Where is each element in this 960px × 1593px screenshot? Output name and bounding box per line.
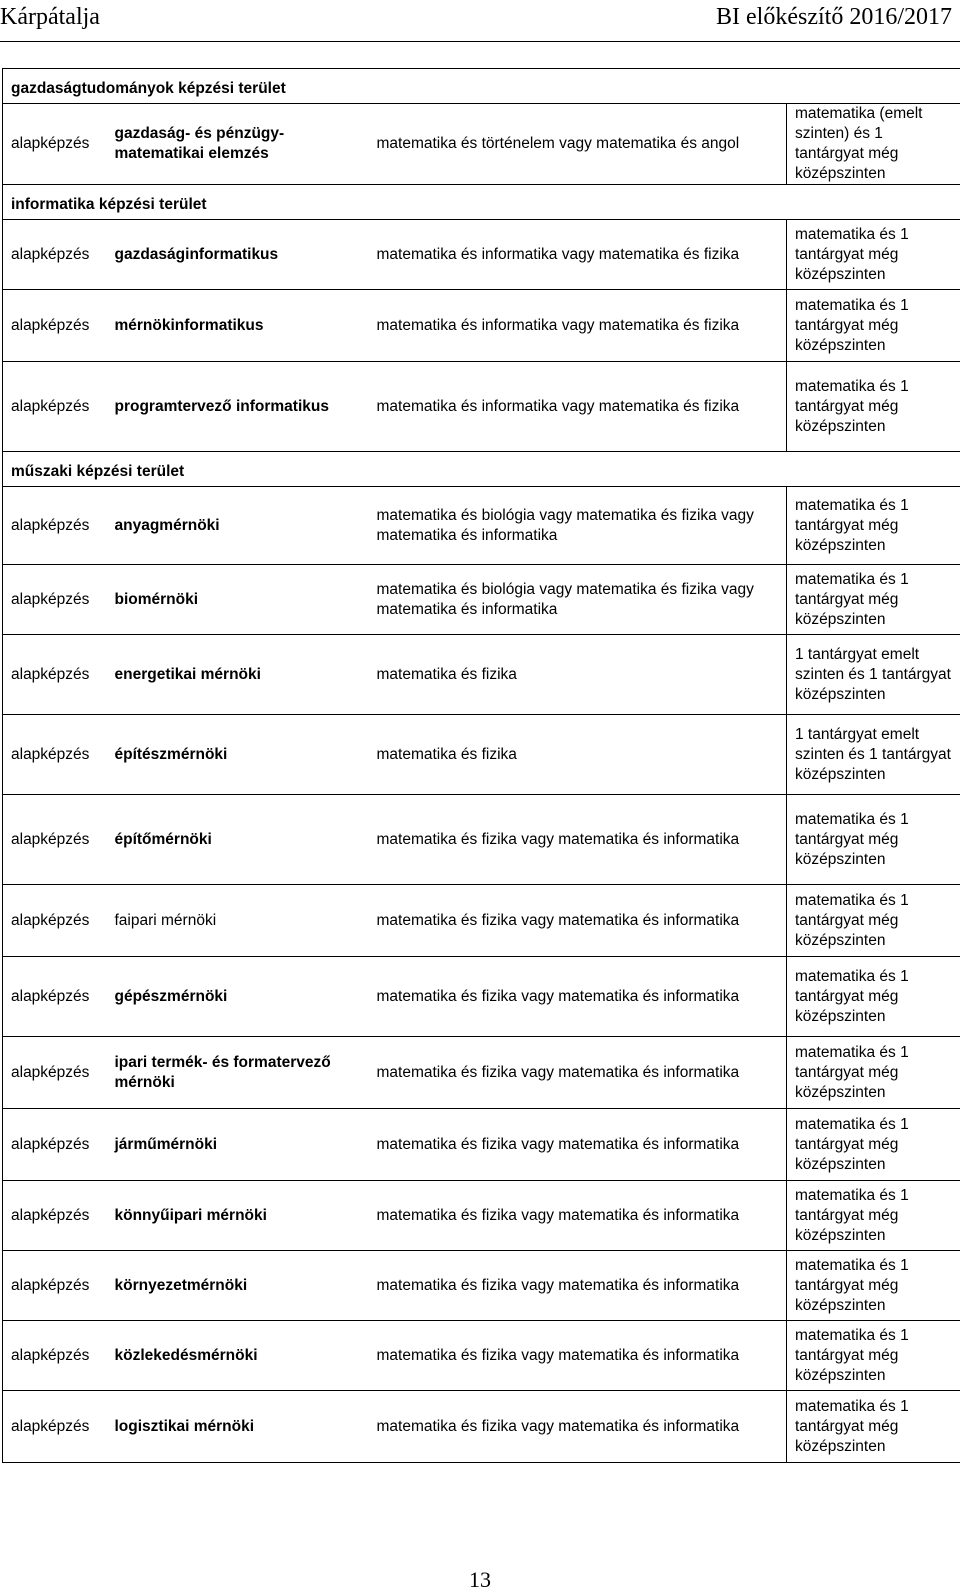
admission-table [2, 68, 960, 1463]
cell-requirement: matematika és 1 tantárgyat még középszinten [787, 1109, 960, 1181]
table-row [3, 220, 960, 290]
cell-program: faipari mérnöki [109, 885, 367, 957]
cell-requirement: matematika és 1 tantárgyat még középszinten [787, 1181, 960, 1251]
cell-level: alapképzés [3, 885, 109, 957]
cell-program: programtervező informatikus [109, 362, 367, 452]
area-heading: műszaki képzési terület [3, 452, 960, 487]
table-row [3, 104, 960, 185]
cell-program: mérnökinformatikus [109, 290, 367, 362]
cell-requirement: matematika és 1 tantárgyat még középszinten [787, 290, 960, 362]
cell-program: anyagmérnöki [109, 487, 367, 565]
cell-requirement: matematika és 1 tantárgyat még középszinten [787, 1037, 960, 1109]
cell-requirement: 1 tantárgyat emelt szinten és 1 tantárgyat középszinten [787, 635, 960, 715]
cell-subjects: matematika és biológia vagy matematika és fizika vagy matematika és informatika [367, 565, 787, 635]
table-row [3, 1391, 960, 1463]
cell-program: ipari termék- és formatervező mérnöki [109, 1037, 367, 1109]
cell-program: logisztikai mérnöki [109, 1391, 367, 1463]
cell-subjects: matematika és történelem vagy matematika és angol [367, 104, 787, 185]
cell-level: alapképzés [3, 635, 109, 715]
cell-level: alapképzés [3, 565, 109, 635]
table-row [3, 957, 960, 1037]
cell-requirement: matematika és 1 tantárgyat még középszinten [787, 957, 960, 1037]
cell-program: építészmérnöki [109, 715, 367, 795]
cell-program: gazdaság- és pénzügy-matematikai elemzés [109, 104, 367, 185]
cell-program: biomérnöki [109, 565, 367, 635]
table-row [3, 1321, 960, 1391]
cell-subjects: matematika és fizika vagy matematika és informatika [367, 1321, 787, 1391]
cell-program: építőmérnöki [109, 795, 367, 885]
cell-subjects: matematika és fizika vagy matematika és informatika [367, 1251, 787, 1321]
table-row [3, 1181, 960, 1251]
table-row [3, 1037, 960, 1109]
cell-subjects: matematika és fizika vagy matematika és informatika [367, 1037, 787, 1109]
cell-requirement: matematika és 1 tantárgyat még középszinten [787, 487, 960, 565]
area-heading: gazdaságtudományok képzési terület [3, 69, 960, 104]
header-rule [0, 41, 960, 42]
area-row [3, 185, 960, 220]
table-row [3, 565, 960, 635]
table-row [3, 635, 960, 715]
table-row [3, 885, 960, 957]
table-row [3, 1251, 960, 1321]
cell-subjects: matematika és fizika vagy matematika és informatika [367, 1109, 787, 1181]
page-number: 13 [469, 1567, 491, 1592]
table-row [3, 487, 960, 565]
area-heading: informatika képzési terület [3, 185, 960, 220]
header-title: BI előkészítő 2016/2017 [716, 4, 952, 30]
cell-level: alapképzés [3, 795, 109, 885]
cell-requirement: matematika és 1 tantárgyat még középszinten [787, 220, 960, 290]
cell-requirement: matematika és 1 tantárgyat még középszinten [787, 1321, 960, 1391]
table-row [3, 715, 960, 795]
cell-level: alapképzés [3, 104, 109, 185]
cell-level: alapképzés [3, 715, 109, 795]
table-row [3, 362, 960, 452]
cell-subjects: matematika és fizika vagy matematika és informatika [367, 885, 787, 957]
cell-requirement: matematika és 1 tantárgyat még középszinten [787, 1251, 960, 1321]
cell-level: alapképzés [3, 1251, 109, 1321]
cell-subjects: matematika és informatika vagy matematika és fizika [367, 362, 787, 452]
cell-subjects: matematika és fizika vagy matematika és informatika [367, 795, 787, 885]
cell-subjects: matematika és fizika [367, 715, 787, 795]
cell-program: járműmérnöki [109, 1109, 367, 1181]
cell-program: környezetmérnöki [109, 1251, 367, 1321]
cell-requirement: matematika és 1 tantárgyat még középszinten [787, 795, 960, 885]
cell-requirement: matematika és 1 tantárgyat még középszinten [787, 1391, 960, 1463]
cell-requirement: matematika és 1 tantárgyat még középszinten [787, 885, 960, 957]
cell-level: alapképzés [3, 957, 109, 1037]
table-row [3, 1109, 960, 1181]
cell-level: alapképzés [3, 362, 109, 452]
cell-requirement: matematika és 1 tantárgyat még középszinten [787, 362, 960, 452]
table-row [3, 290, 960, 362]
cell-requirement: matematika (emelt szinten) és 1 tantárgyat még középszinten [787, 104, 960, 185]
cell-program: közlekedésmérnöki [109, 1321, 367, 1391]
cell-level: alapképzés [3, 220, 109, 290]
cell-level: alapképzés [3, 1391, 109, 1463]
cell-program: gépészmérnöki [109, 957, 367, 1037]
cell-program: gazdaságinformatikus [109, 220, 367, 290]
table-row [3, 795, 960, 885]
cell-subjects: matematika és fizika vagy matematika és informatika [367, 957, 787, 1037]
cell-subjects: matematika és fizika vagy matematika és informatika [367, 1181, 787, 1251]
cell-requirement: matematika és 1 tantárgyat még középszinten [787, 565, 960, 635]
cell-requirement: 1 tantárgyat emelt szinten és 1 tantárgyat középszinten [787, 715, 960, 795]
cell-subjects: matematika és fizika [367, 635, 787, 715]
cell-level: alapképzés [3, 1109, 109, 1181]
cell-level: alapképzés [3, 1181, 109, 1251]
cell-level: alapképzés [3, 1037, 109, 1109]
cell-subjects: matematika és biológia vagy matematika és fizika vagy matematika és informatika [367, 487, 787, 565]
cell-subjects: matematika és fizika vagy matematika és informatika [367, 1391, 787, 1463]
cell-level: alapképzés [3, 290, 109, 362]
area-row [3, 452, 960, 487]
cell-subjects: matematika és informatika vagy matematika és fizika [367, 290, 787, 362]
cell-level: alapképzés [3, 1321, 109, 1391]
cell-level: alapképzés [3, 487, 109, 565]
cell-subjects: matematika és informatika vagy matematika és fizika [367, 220, 787, 290]
admission-table-body [3, 69, 960, 1463]
cell-program: könnyűipari mérnöki [109, 1181, 367, 1251]
area-row [3, 69, 960, 104]
page-header [0, 0, 960, 46]
cell-program: energetikai mérnöki [109, 635, 367, 715]
header-region: Kárpátalja [0, 4, 100, 30]
